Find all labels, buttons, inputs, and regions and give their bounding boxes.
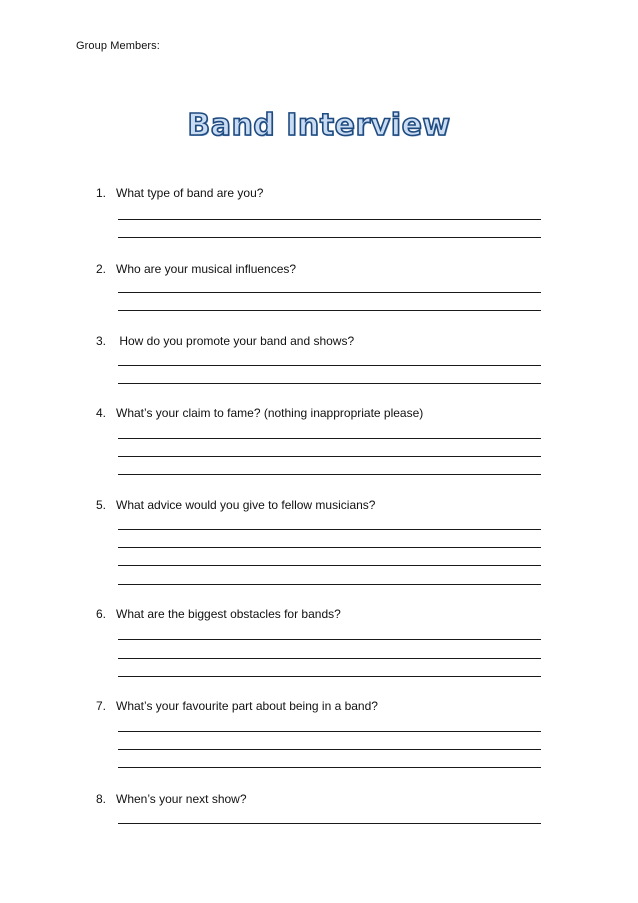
question-text: What’s your claim to fame? (nothing inappropriate please) bbox=[116, 406, 424, 420]
question-number: 3. bbox=[96, 334, 107, 348]
question-text: When’s your next show? bbox=[116, 792, 247, 806]
question-number: 8. bbox=[96, 792, 107, 806]
answer-line[interactable] bbox=[118, 292, 541, 293]
answer-line[interactable] bbox=[118, 658, 541, 659]
question-text: What are the biggest obstacles for bands? bbox=[116, 607, 341, 621]
question-number: 7. bbox=[96, 699, 107, 713]
question-text: How do you promote your band and shows? bbox=[116, 334, 355, 348]
question-text: Who are your musical influences? bbox=[116, 262, 297, 276]
question-number: 1. bbox=[96, 186, 107, 200]
answer-line[interactable] bbox=[118, 731, 541, 732]
question-number: 5. bbox=[96, 498, 107, 512]
page-title: Band Interview bbox=[187, 108, 451, 143]
question-number: 4. bbox=[96, 406, 107, 420]
question-label bbox=[96, 699, 378, 713]
answer-line[interactable] bbox=[118, 474, 541, 475]
answer-line[interactable] bbox=[118, 584, 541, 585]
answer-line[interactable] bbox=[118, 565, 541, 566]
question-text: What type of band are you? bbox=[116, 186, 264, 200]
question-text: What’s your favourite part about being in a band? bbox=[116, 699, 378, 713]
question-label bbox=[96, 186, 263, 200]
answer-line[interactable] bbox=[118, 767, 541, 768]
answer-line[interactable] bbox=[118, 383, 541, 384]
question-text: What advice would you give to fellow musicians? bbox=[116, 498, 376, 512]
question-number: 2. bbox=[96, 262, 107, 276]
answer-line[interactable] bbox=[118, 639, 541, 640]
answer-line[interactable] bbox=[118, 365, 541, 366]
answer-line[interactable] bbox=[118, 749, 541, 750]
question-label bbox=[96, 406, 423, 420]
answer-line[interactable] bbox=[118, 529, 541, 530]
answer-line[interactable] bbox=[118, 219, 541, 220]
question-label bbox=[96, 334, 354, 348]
group-members-label: Group Members: bbox=[76, 40, 160, 52]
question-label bbox=[96, 498, 375, 512]
question-number: 6. bbox=[96, 607, 107, 621]
question-label bbox=[96, 792, 247, 806]
question-label bbox=[96, 607, 341, 621]
answer-line[interactable] bbox=[118, 456, 541, 457]
answer-line[interactable] bbox=[118, 438, 541, 439]
answer-line[interactable] bbox=[118, 676, 541, 677]
answer-line[interactable] bbox=[118, 823, 541, 824]
answer-line[interactable] bbox=[118, 547, 541, 548]
answer-line[interactable] bbox=[118, 310, 541, 311]
question-label bbox=[96, 262, 296, 276]
answer-line[interactable] bbox=[118, 237, 541, 238]
